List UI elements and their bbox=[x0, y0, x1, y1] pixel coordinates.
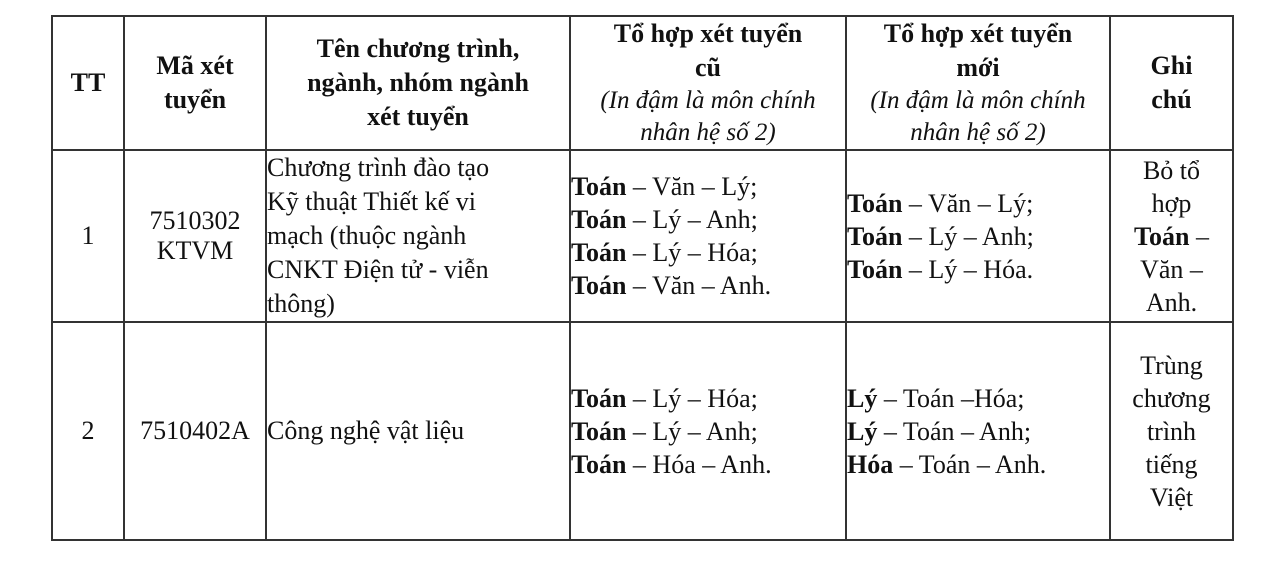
note-line: hợp bbox=[1151, 188, 1192, 218]
table-row bbox=[52, 322, 1233, 540]
header-program bbox=[266, 16, 570, 150]
header-old-combo-title: Tổ hợp xét tuyển bbox=[613, 19, 803, 48]
row-tt: 2 bbox=[52, 322, 124, 540]
admissions-table bbox=[51, 15, 1234, 541]
row-code bbox=[124, 150, 266, 322]
row-old-combos bbox=[570, 150, 846, 322]
note-bold-subject: Toán bbox=[1134, 221, 1190, 251]
row-old-combos bbox=[570, 322, 846, 540]
row-code-line: 7510302 bbox=[149, 206, 241, 235]
row-code-line: KTVM bbox=[156, 236, 234, 265]
combo-item bbox=[847, 382, 1109, 415]
combo-other-subjects: – Hóa – Anh. bbox=[626, 449, 772, 479]
note-line bbox=[1111, 220, 1232, 253]
row-code-line: 7510402A bbox=[140, 416, 250, 445]
combo-main-subject: Lý bbox=[847, 383, 878, 413]
combo-item bbox=[847, 415, 1109, 448]
table-row bbox=[52, 150, 1233, 322]
combo-main-subject: Toán bbox=[847, 221, 903, 251]
combo-item bbox=[571, 269, 845, 302]
combo-item bbox=[847, 448, 1109, 481]
combo-other-subjects: – Toán – Anh; bbox=[877, 416, 1032, 446]
note-line: tiếng bbox=[1145, 449, 1198, 479]
combo-item bbox=[571, 203, 845, 236]
combo-other-subjects: – Toán – Anh. bbox=[893, 449, 1047, 479]
row-new-combos bbox=[846, 322, 1110, 540]
combo-item bbox=[571, 236, 845, 269]
row-program bbox=[266, 150, 570, 322]
combo-item bbox=[571, 170, 845, 203]
note-line: Trùng bbox=[1140, 350, 1203, 380]
row-program-line: Chương trình đào tạo bbox=[267, 153, 490, 182]
combo-main-subject: Toán bbox=[571, 271, 627, 300]
header-remarks-line: chú bbox=[1151, 85, 1192, 114]
row-note bbox=[1110, 150, 1233, 322]
row-code bbox=[124, 322, 266, 540]
header-old-combo bbox=[570, 16, 846, 150]
note-line: trình bbox=[1146, 416, 1197, 446]
header-program-line: xét tuyển bbox=[367, 102, 469, 131]
row-new-combos bbox=[846, 150, 1110, 322]
header-new-combo bbox=[846, 16, 1110, 150]
combo-item bbox=[571, 448, 845, 481]
combo-other-subjects: – Lý – Hóa; bbox=[626, 383, 758, 413]
row-note bbox=[1110, 322, 1233, 540]
header-code-line: tuyển bbox=[163, 85, 227, 114]
note-bold-suffix: – bbox=[1189, 221, 1209, 251]
header-old-combo-note: (In đậm là môn chính bbox=[600, 87, 816, 114]
row-program-line: mạch (thuộc ngành bbox=[267, 221, 467, 250]
combo-item bbox=[847, 253, 1109, 286]
note-line: Việt bbox=[1149, 482, 1194, 512]
header-new-combo-title: Tổ hợp xét tuyển bbox=[883, 19, 1073, 48]
combo-main-subject: Toán bbox=[571, 383, 627, 413]
header-remarks-line: Ghi bbox=[1150, 51, 1193, 80]
combo-item bbox=[571, 382, 845, 415]
header-tt: TT bbox=[52, 16, 124, 150]
header-new-combo-note: nhân hệ số 2) bbox=[910, 119, 1046, 146]
combo-other-subjects: – Lý – Anh; bbox=[902, 221, 1034, 251]
combo-item bbox=[847, 220, 1109, 253]
combo-other-subjects: – Văn – Lý; bbox=[626, 172, 758, 201]
note-line: chương bbox=[1132, 383, 1211, 413]
row-program-line: CNKT Điện tử - viễn bbox=[267, 255, 489, 284]
combo-main-subject: Toán bbox=[571, 205, 627, 234]
header-new-combo-title: mới bbox=[956, 53, 1000, 82]
header-row bbox=[52, 16, 1233, 150]
note-line: Anh. bbox=[1145, 287, 1198, 317]
combo-other-subjects: – Lý – Hóa; bbox=[626, 238, 758, 267]
row-program-line: Công nghệ vật liệu bbox=[267, 416, 465, 445]
combo-other-subjects: – Lý – Hóa. bbox=[902, 254, 1034, 284]
combo-main-subject: Toán bbox=[847, 188, 903, 218]
combo-main-subject: Lý bbox=[847, 416, 878, 446]
combo-main-subject: Hóa bbox=[847, 449, 894, 479]
combo-main-subject: Toán bbox=[571, 172, 627, 201]
row-program-line: Kỹ thuật Thiết kế vi bbox=[267, 187, 476, 216]
combo-main-subject: Toán bbox=[571, 449, 627, 479]
note-line: Văn – bbox=[1140, 254, 1203, 284]
combo-main-subject: Toán bbox=[571, 416, 627, 446]
combo-main-subject: Toán bbox=[847, 254, 903, 284]
combo-main-subject: Toán bbox=[571, 238, 627, 267]
header-code-line: Mã xét bbox=[156, 51, 234, 80]
header-program-line: ngành, nhóm ngành bbox=[307, 68, 529, 97]
combo-other-subjects: – Toán –Hóa; bbox=[877, 383, 1025, 413]
combo-item bbox=[847, 187, 1109, 220]
note-line: Bỏ tổ bbox=[1142, 155, 1201, 185]
header-old-combo-note: nhân hệ số 2) bbox=[640, 119, 776, 146]
row-program bbox=[266, 322, 570, 540]
combo-item bbox=[571, 415, 845, 448]
combo-other-subjects: – Văn – Anh. bbox=[626, 271, 772, 300]
header-program-line: Tên chương trình, bbox=[316, 34, 520, 63]
combo-other-subjects: – Lý – Anh; bbox=[626, 416, 758, 446]
header-old-combo-title: cũ bbox=[695, 53, 721, 82]
row-tt: 1 bbox=[52, 150, 124, 322]
header-remarks bbox=[1110, 16, 1233, 150]
combo-other-subjects: – Văn – Lý; bbox=[902, 188, 1034, 218]
row-program-line: thông) bbox=[267, 289, 335, 318]
header-new-combo-note: (In đậm là môn chính bbox=[870, 87, 1086, 114]
header-code bbox=[124, 16, 266, 150]
combo-other-subjects: – Lý – Anh; bbox=[626, 205, 758, 234]
